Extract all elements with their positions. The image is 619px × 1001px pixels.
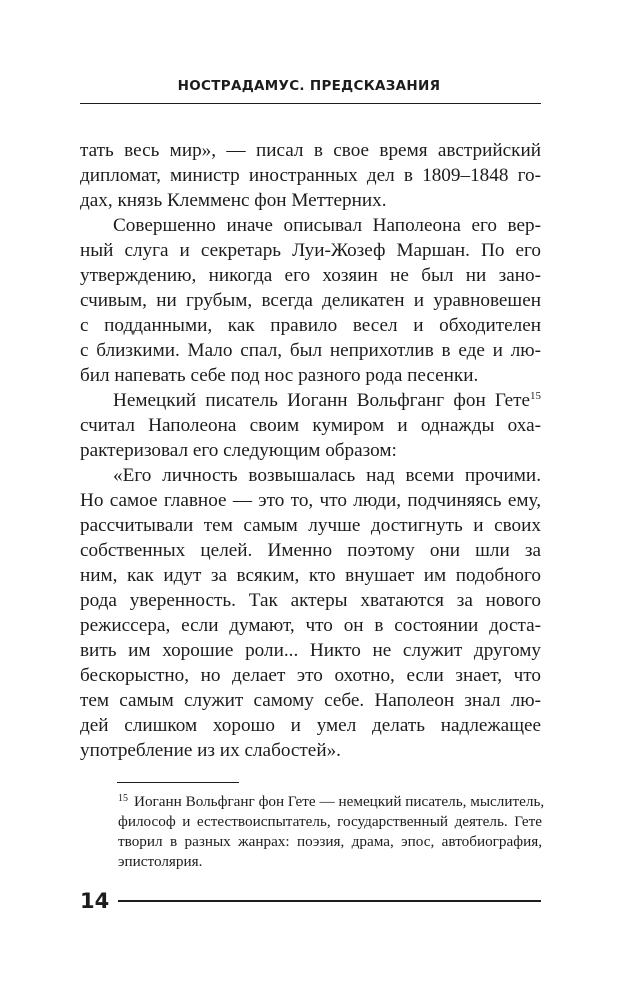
body-line: рактеризовал его следующим образом: [80,440,397,461]
body-line: бескорыстно, но делает это охотно, если знает, что [80,665,541,686]
body-line: дипломат, министр иностранных дел в 1809–1848 го- [80,165,541,186]
body-line: Но самое главное — это то, что люди, подчиняясь ему, [80,490,541,511]
footnote-line: творил в разных жанрах: поэзия, драма, эпос, автобиография, [118,833,542,850]
footnote-line: эпистолярия. [118,853,203,870]
footnote-number: 15 [118,793,128,804]
footnote-line: философ и естествоиспытатель, государственный деятель. Гете [118,813,542,830]
body-line: режиссера, если думают, что он в состоянии доста- [80,615,541,636]
page-number: 14 [80,889,110,913]
body-line: рассчитывали тем самым лучше достигнуть и своих [80,515,541,536]
body-line: ним, как идут за всяким, кто внушает им подобного [80,565,541,586]
footnote-reference[interactable]: 15 [530,390,541,402]
body-line: считал Наполеона своим кумиром и однажды оха- [80,415,541,436]
footnote-rule [117,782,239,783]
body-line: тать весь мир», — писал в свое время австрийский [80,140,541,161]
footnote-line [118,792,545,812]
body-line: дей слишком хорошо и умел делать надлежащее [80,715,541,736]
page-number-rule [118,900,541,902]
body-line: собственных целей. Именно поэтому они шли за [80,540,541,561]
body-line: счивым, ни грубым, всегда деликатен и уравновешен [80,290,541,311]
body-line: утверждению, никогда его хозяин не был ни зано- [80,265,541,286]
body-line: тем самым служит самому себе. Наполеон знал лю- [80,690,541,711]
body-line: употребление из их слабостей». [80,740,341,761]
footnote-line-text: Иоганн Вольфганг фон Гете — немецкий писатель, мыслитель, [134,793,545,810]
body-line-with-footnote-ref [113,388,541,413]
body-line: Совершенно иначе описывал Наполеона его вер- [113,215,541,236]
body-line: с подданными, как правило весел и обходителен [80,315,541,336]
body-line-text: Немецкий писатель Иоганн Вольфганг фон Гете [113,390,530,411]
body-line: рода уверенность. Так актеры хватаются за нового [80,590,541,611]
header-rule [80,103,541,104]
body-line: с близкими. Мало спал, был неприхотлив в еде и лю- [80,340,541,361]
body-line: дах, князь Клемменс фон Меттерних. [80,190,387,211]
body-line: бил напевать себе под нос разного рода песенки. [80,365,479,386]
running-head: НОСТРАДАМУС. ПРЕДСКАЗАНИЯ [177,78,441,94]
body-line: «Его личность возвышалась над всеми прочими. [113,465,541,486]
body-line: ный слуга и секретарь Луи-Жозеф Маршан. По его [80,240,541,261]
body-line: вить им хорошие роли... Никто не служит другому [80,640,541,661]
